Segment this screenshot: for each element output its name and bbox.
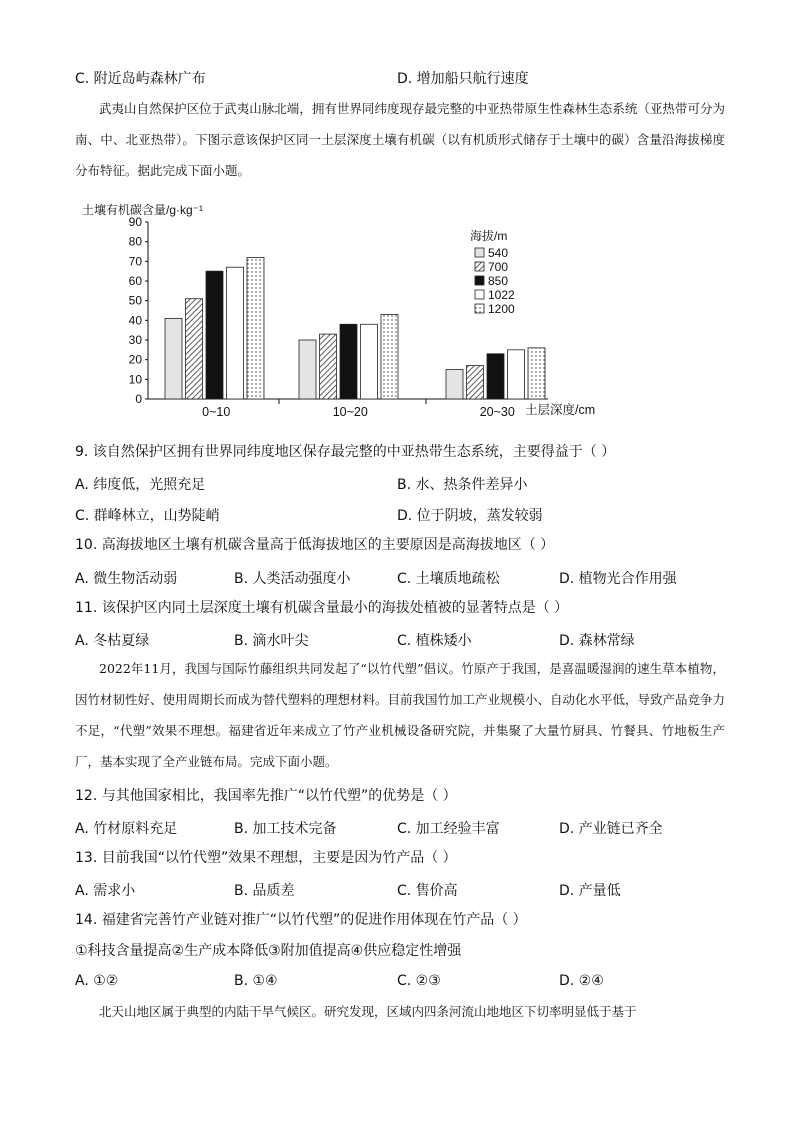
- bar: [206, 271, 223, 399]
- x-category-label: 20~30: [479, 405, 515, 419]
- bar: [165, 318, 182, 399]
- q13-option-d: D. 产量低: [559, 883, 621, 899]
- intro-paragraph-bamboo: 2022年11月，我国与国际竹藤组织共同发起了“以竹代塑”倡议。竹原产于我国，是喜温暖湿润的速生草本植物，因竹材韧性好、使用周期长而成为替代塑料的理想材料。目前我国竹加工产业规模小、自动化水平低，导致产品竞争力不足，“代塑”效果不理想。福建省近年来成立了竹产业机械设备研究院，并集聚了大量竹厨具、竹餐具、竹地板生产厂，基本实现了全产业链布局。完成下面小题。: [75, 661, 726, 769]
- q14-option-a: A. ①②: [75, 973, 119, 989]
- intro-paragraph-tianshan: 北天山地区属于典型的内陆干旱气候区。研究发现，区域内四条河流山地地区下切率明显低于基于: [99, 1004, 637, 1019]
- q12-option-b: B. 加工技术完备: [234, 821, 337, 837]
- q14-option-d: D. ②④: [559, 973, 604, 989]
- bar: [247, 257, 264, 399]
- legend-swatch: [475, 304, 484, 313]
- q11-option-b: B. 滴水叶尖: [234, 633, 309, 649]
- q11-option-c: C. 植株矮小: [397, 633, 472, 649]
- q9-option-a: A. 纬度低，光照充足: [75, 477, 206, 493]
- legend-label: 1200: [488, 302, 515, 316]
- y-tick-label: 50: [128, 293, 142, 308]
- q8-option-c: C. 附近岛屿森林广布: [75, 71, 206, 87]
- q9-option-c: C. 群峰林立，山势陡峭: [75, 508, 220, 524]
- x-category-label: 0~10: [202, 405, 231, 419]
- q13-option-c: C. 售价高: [397, 883, 458, 899]
- y-tick-label: 30: [128, 333, 142, 347]
- q10-stem: 10. 高海拔地区土壤有机碳含量高于低海拔地区的主要原因是高海拔地区（ ）: [75, 537, 555, 553]
- soil-carbon-bar-chart: [70, 198, 630, 428]
- bar: [446, 370, 463, 400]
- bar: [340, 324, 357, 399]
- q14-option-c: C. ②③: [397, 973, 441, 989]
- q11-option-d: D. 森林常绿: [559, 633, 635, 649]
- q10-option-b: B. 人类活动强度小: [234, 571, 351, 587]
- legend-label: 1022: [488, 288, 515, 302]
- legend-label: 540: [488, 246, 509, 260]
- bar: [487, 354, 504, 399]
- y-tick-label: 90: [128, 215, 142, 229]
- q12-stem: 12. 与其他国家相比，我国率先推广“以竹代塑”的优势是（ ）: [75, 788, 457, 804]
- y-tick-label: 80: [128, 234, 142, 249]
- q10-option-d: D. 植物光合作用强: [559, 571, 677, 587]
- q12-option-c: C. 加工经验丰富: [397, 821, 500, 837]
- q11-option-a: A. 冬枯夏绿: [75, 633, 150, 649]
- q11-stem: 11. 该保护区内同土层深度土壤有机碳含量最小的海拔处植被的显著特点是（ ）: [75, 600, 569, 616]
- bar: [467, 366, 484, 399]
- bar: [186, 299, 203, 399]
- q13-option-a: A. 需求小: [75, 883, 136, 899]
- bar: [508, 350, 525, 399]
- y-tick-label: 70: [128, 254, 142, 269]
- q9-stem: 9. 该自然保护区拥有世界同纬度地区保存最完整的中亚热带生态系统，主要得益于（ ）: [75, 444, 616, 460]
- x-category-label: 10~20: [332, 405, 368, 419]
- bar: [528, 348, 545, 399]
- intro-paragraph-wuyishan: 武夷山自然保护区位于武夷山脉北端，拥有世界同纬度现存最完整的中亚热带原生性森林生态系统（亚热带可分为南、中、北亚热带）。下图示意该保护区同一土层深度土壤有机碳（以有机质形式储存于土壤中的碳）含量沿海拔梯度分布特征。据此完成下面小题。: [75, 101, 725, 178]
- bar: [299, 340, 316, 399]
- y-tick-label: 60: [128, 274, 142, 288]
- legend-swatch: [475, 290, 484, 299]
- y-tick-label: 10: [128, 372, 142, 387]
- q13-stem: 13. 目前我国“以竹代塑”效果不理想，主要是因为竹产品（ ）: [75, 850, 457, 866]
- q12-option-d: D. 产业链已齐全: [559, 821, 663, 837]
- y-tick-label: 20: [128, 352, 142, 367]
- legend-swatch: [475, 262, 484, 271]
- legend-label: 700: [488, 260, 509, 274]
- bar: [227, 267, 244, 399]
- q10-option-a: A. 微生物活动弱: [75, 571, 178, 587]
- q13-option-b: B. 品质差: [234, 883, 295, 899]
- y-axis-label: 土壤有机碳含量/g·kg⁻¹: [82, 203, 204, 217]
- q10-option-c: C. 土壤质地疏松: [397, 571, 500, 587]
- x-axis-label: 土层深度/cm: [525, 403, 596, 417]
- bar: [320, 334, 337, 399]
- q8-option-d: D. 增加船只航行速度: [397, 71, 529, 87]
- q14-stem: 14. 福建省完善竹产业链对推广“以竹代塑”的促进作用体现在竹产品（ ）: [75, 912, 527, 928]
- bar: [381, 314, 398, 399]
- legend-title: 海拔/m: [470, 229, 508, 243]
- q9-option-d: D. 位于阴坡，蒸发较弱: [397, 508, 543, 524]
- q9-option-b: B. 水、热条件差异小: [397, 477, 528, 493]
- legend-swatch: [475, 248, 484, 257]
- bar: [361, 324, 378, 399]
- q14-option-b: B. ①④: [234, 973, 278, 989]
- q14-items: ①科技含量提高②生产成本降低③附加值提高④供应稳定性增强: [75, 943, 462, 959]
- legend-label: 850: [488, 274, 509, 288]
- legend-swatch: [475, 276, 484, 285]
- q12-option-a: A. 竹材原料充足: [75, 821, 178, 837]
- y-tick-label: 40: [128, 313, 142, 328]
- y-tick-label: 0: [135, 392, 142, 406]
